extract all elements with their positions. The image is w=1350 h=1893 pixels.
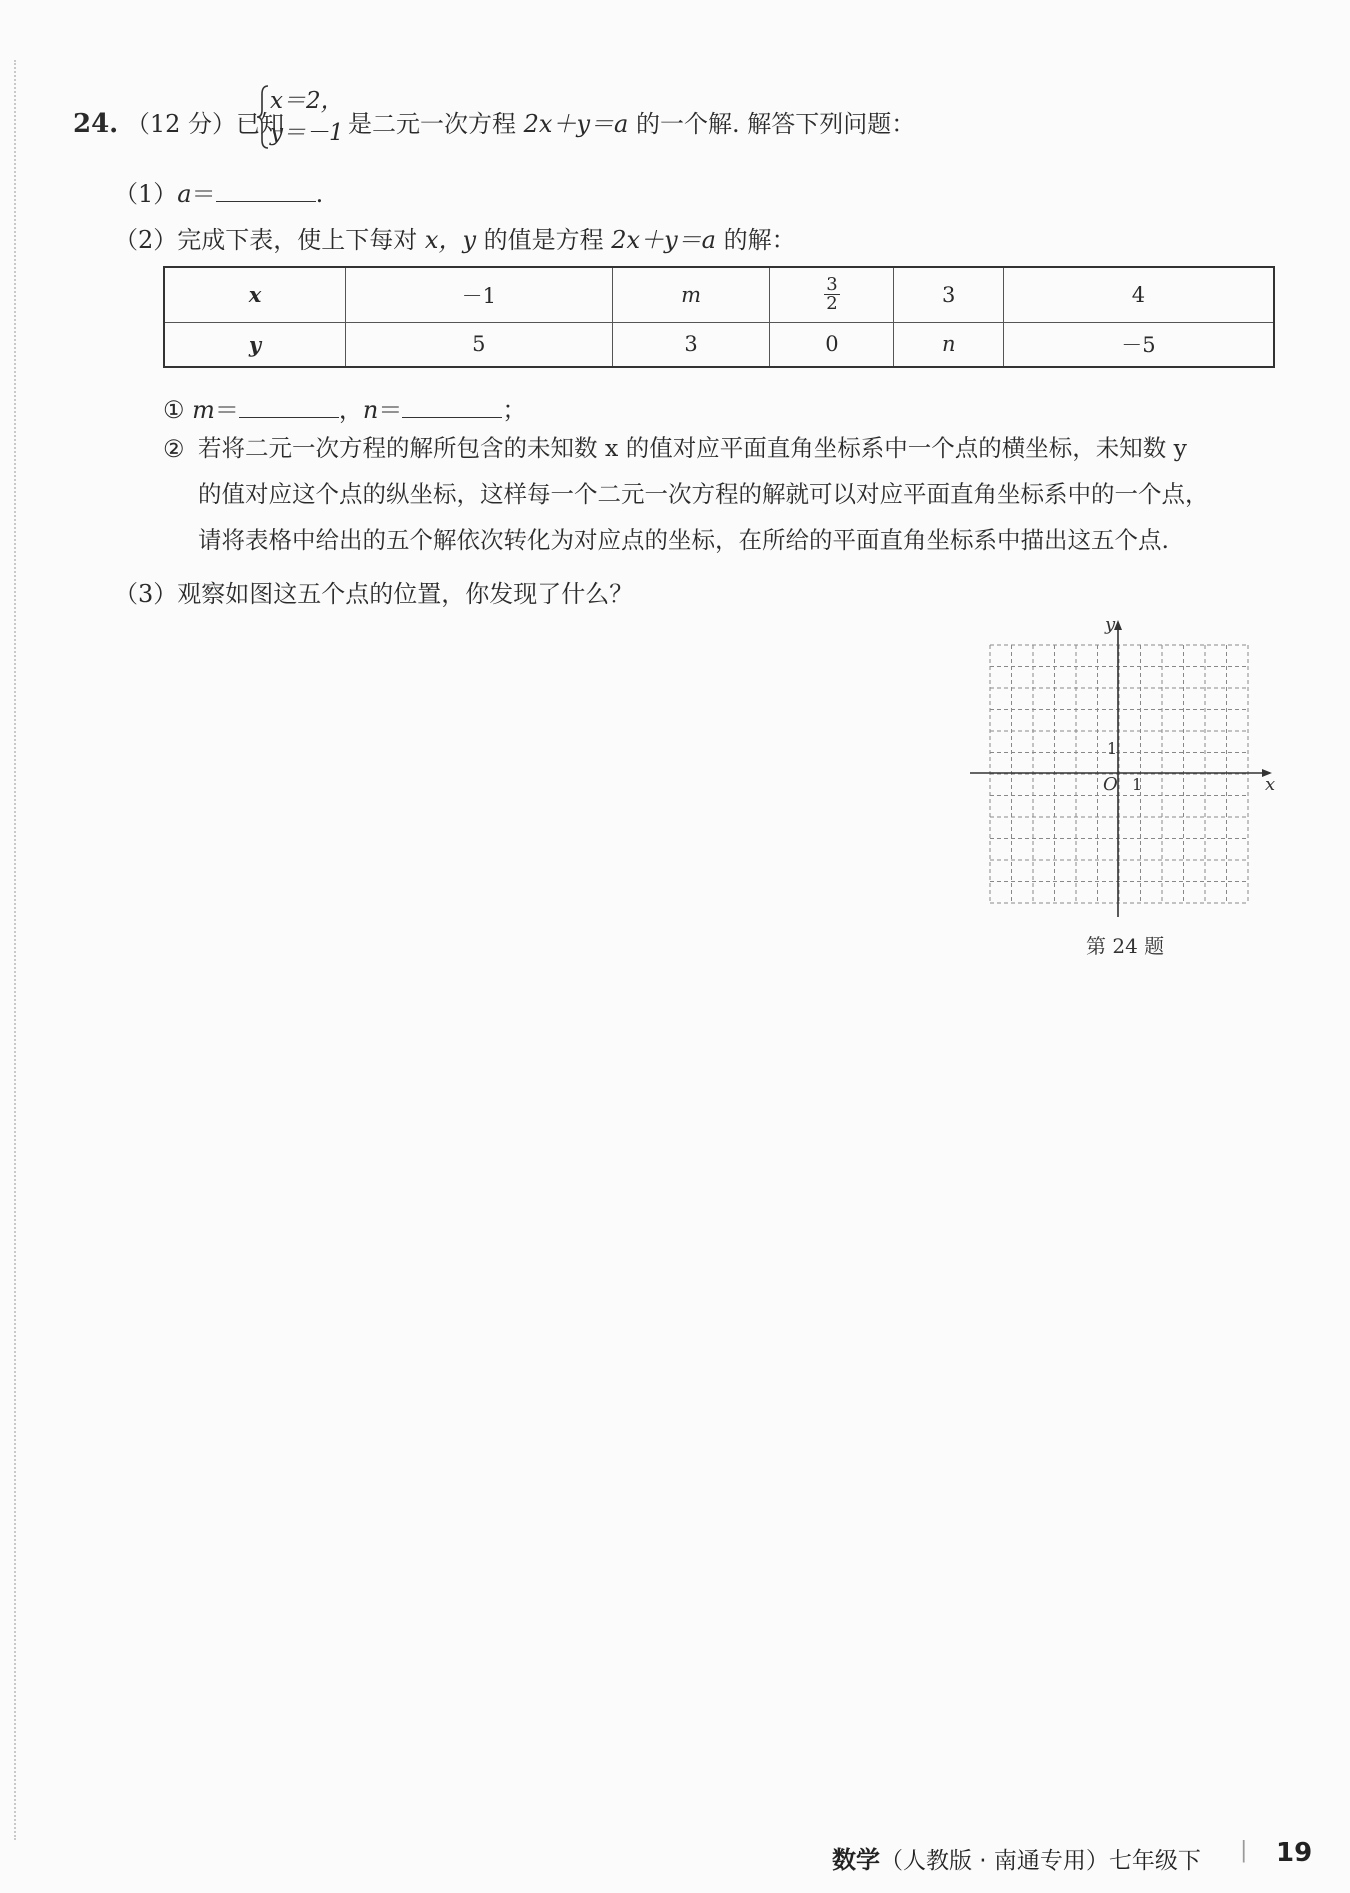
sub-question-2-circle: ② xyxy=(163,435,185,463)
part-1 xyxy=(114,174,323,209)
part-3-label: （3） xyxy=(114,580,178,608)
answer-blank-a[interactable] xyxy=(216,179,316,202)
part-2-text-b: 的值是方程 xyxy=(476,226,612,254)
sub-question-2-text xyxy=(198,425,1209,563)
footer-subject: 数学 xyxy=(832,1846,880,1874)
left-brace xyxy=(256,84,270,150)
table-cell-fraction xyxy=(770,267,894,322)
table-cell: 4 xyxy=(1003,267,1274,322)
question-stem-start xyxy=(73,104,284,139)
solution-table xyxy=(163,266,1275,368)
sub2-line-2: 的值对应这个点的纵坐标，这样每一个二元一次方程的解就可以对应平面直角坐标系中的一个点， xyxy=(198,480,1209,508)
part-2-text-c: 的解： xyxy=(715,226,796,254)
part-2-equation: 2x＋y＝a xyxy=(611,226,716,254)
table-cell: －5 xyxy=(1003,322,1274,367)
y-axis-arrow xyxy=(1114,620,1122,630)
part-3 xyxy=(114,574,633,609)
part-2-vars: x，y xyxy=(424,226,477,254)
sub1-end: ； xyxy=(502,396,527,424)
equation-system xyxy=(256,84,346,146)
circle-number-1: ① xyxy=(163,396,185,424)
table-cell: n xyxy=(894,322,1004,367)
footer xyxy=(832,1840,1201,1875)
table-header-x: x xyxy=(164,267,346,322)
table-cell: 3 xyxy=(612,322,770,367)
answer-blank-m[interactable] xyxy=(239,395,339,418)
question-stem-prefix: 已知 xyxy=(236,110,285,138)
table-header-y: y xyxy=(164,322,346,367)
fraction-numerator: 3 xyxy=(826,274,838,296)
table-cell: 0 xyxy=(770,322,894,367)
table-cell: －1 xyxy=(346,267,613,322)
sub2-line-1: 若将二元一次方程的解所包含的未知数 x 的值对应平面直角坐标系中一个点的横坐标，未知数 y xyxy=(198,434,1187,462)
stem-suffix-b: 的一个解. 解答下列问题： xyxy=(628,110,916,138)
stem-suffix-a: 是二元一次方程 xyxy=(348,110,524,138)
system-line-2: y＝－1 xyxy=(270,120,344,146)
fraction xyxy=(824,276,839,313)
table-cell: 3 xyxy=(894,267,1004,322)
m-label: m xyxy=(192,396,215,424)
question-number: 24. xyxy=(73,109,119,139)
table-cell: m xyxy=(612,267,770,322)
n-label: n xyxy=(362,396,379,424)
footer-edition: （人教版 · 南通专用）七年级下 xyxy=(880,1848,1201,1874)
part-1-eq: ＝ xyxy=(191,180,216,208)
part-1-label: （1） xyxy=(114,180,178,208)
stem-equation: 2x＋y＝a xyxy=(523,110,629,138)
sub2-line-3: 请将表格中给出的五个解依次转化为对应点的坐标，在所给的平面直角坐标系中描出这五个点. xyxy=(198,526,1169,554)
part-1-end: . xyxy=(315,180,324,208)
x-axis-label: x xyxy=(1265,774,1276,795)
table-row-y xyxy=(164,322,1274,367)
margin-dotted-line xyxy=(14,60,16,1840)
part-2-text-a: 完成下表，使上下每对 xyxy=(177,226,425,254)
y-axis-label: y xyxy=(1105,614,1116,635)
part-2-label: （2） xyxy=(114,226,178,254)
origin-label: O xyxy=(1103,774,1118,795)
fraction-denominator: 2 xyxy=(826,293,838,315)
part-3-text: 观察如图这五个点的位置，你发现了什么？ xyxy=(177,580,634,608)
figure-caption: 第 24 题 xyxy=(1086,934,1165,958)
sub1-comma: ， xyxy=(338,396,363,424)
m-eq: ＝ xyxy=(214,396,239,424)
table-row-x xyxy=(164,267,1274,322)
table-cell: 5 xyxy=(346,322,613,367)
coordinate-plane[interactable] xyxy=(970,610,1280,920)
y-tick-label: 1 xyxy=(1107,739,1118,758)
system-line-1: x＝2， xyxy=(270,88,344,114)
part-2 xyxy=(114,220,796,255)
n-eq: ＝ xyxy=(378,396,403,424)
x-tick-label: 1 xyxy=(1132,775,1143,794)
question-score: （12 分） xyxy=(125,110,237,138)
footer-separator: | xyxy=(1240,1838,1248,1863)
answer-blank-n[interactable] xyxy=(402,395,502,418)
question-stem-end xyxy=(348,104,915,139)
page-number: 19 xyxy=(1276,1838,1313,1868)
sub-question-1 xyxy=(163,390,526,425)
grid-lines xyxy=(990,645,1248,903)
part-1-var: a xyxy=(177,180,192,208)
